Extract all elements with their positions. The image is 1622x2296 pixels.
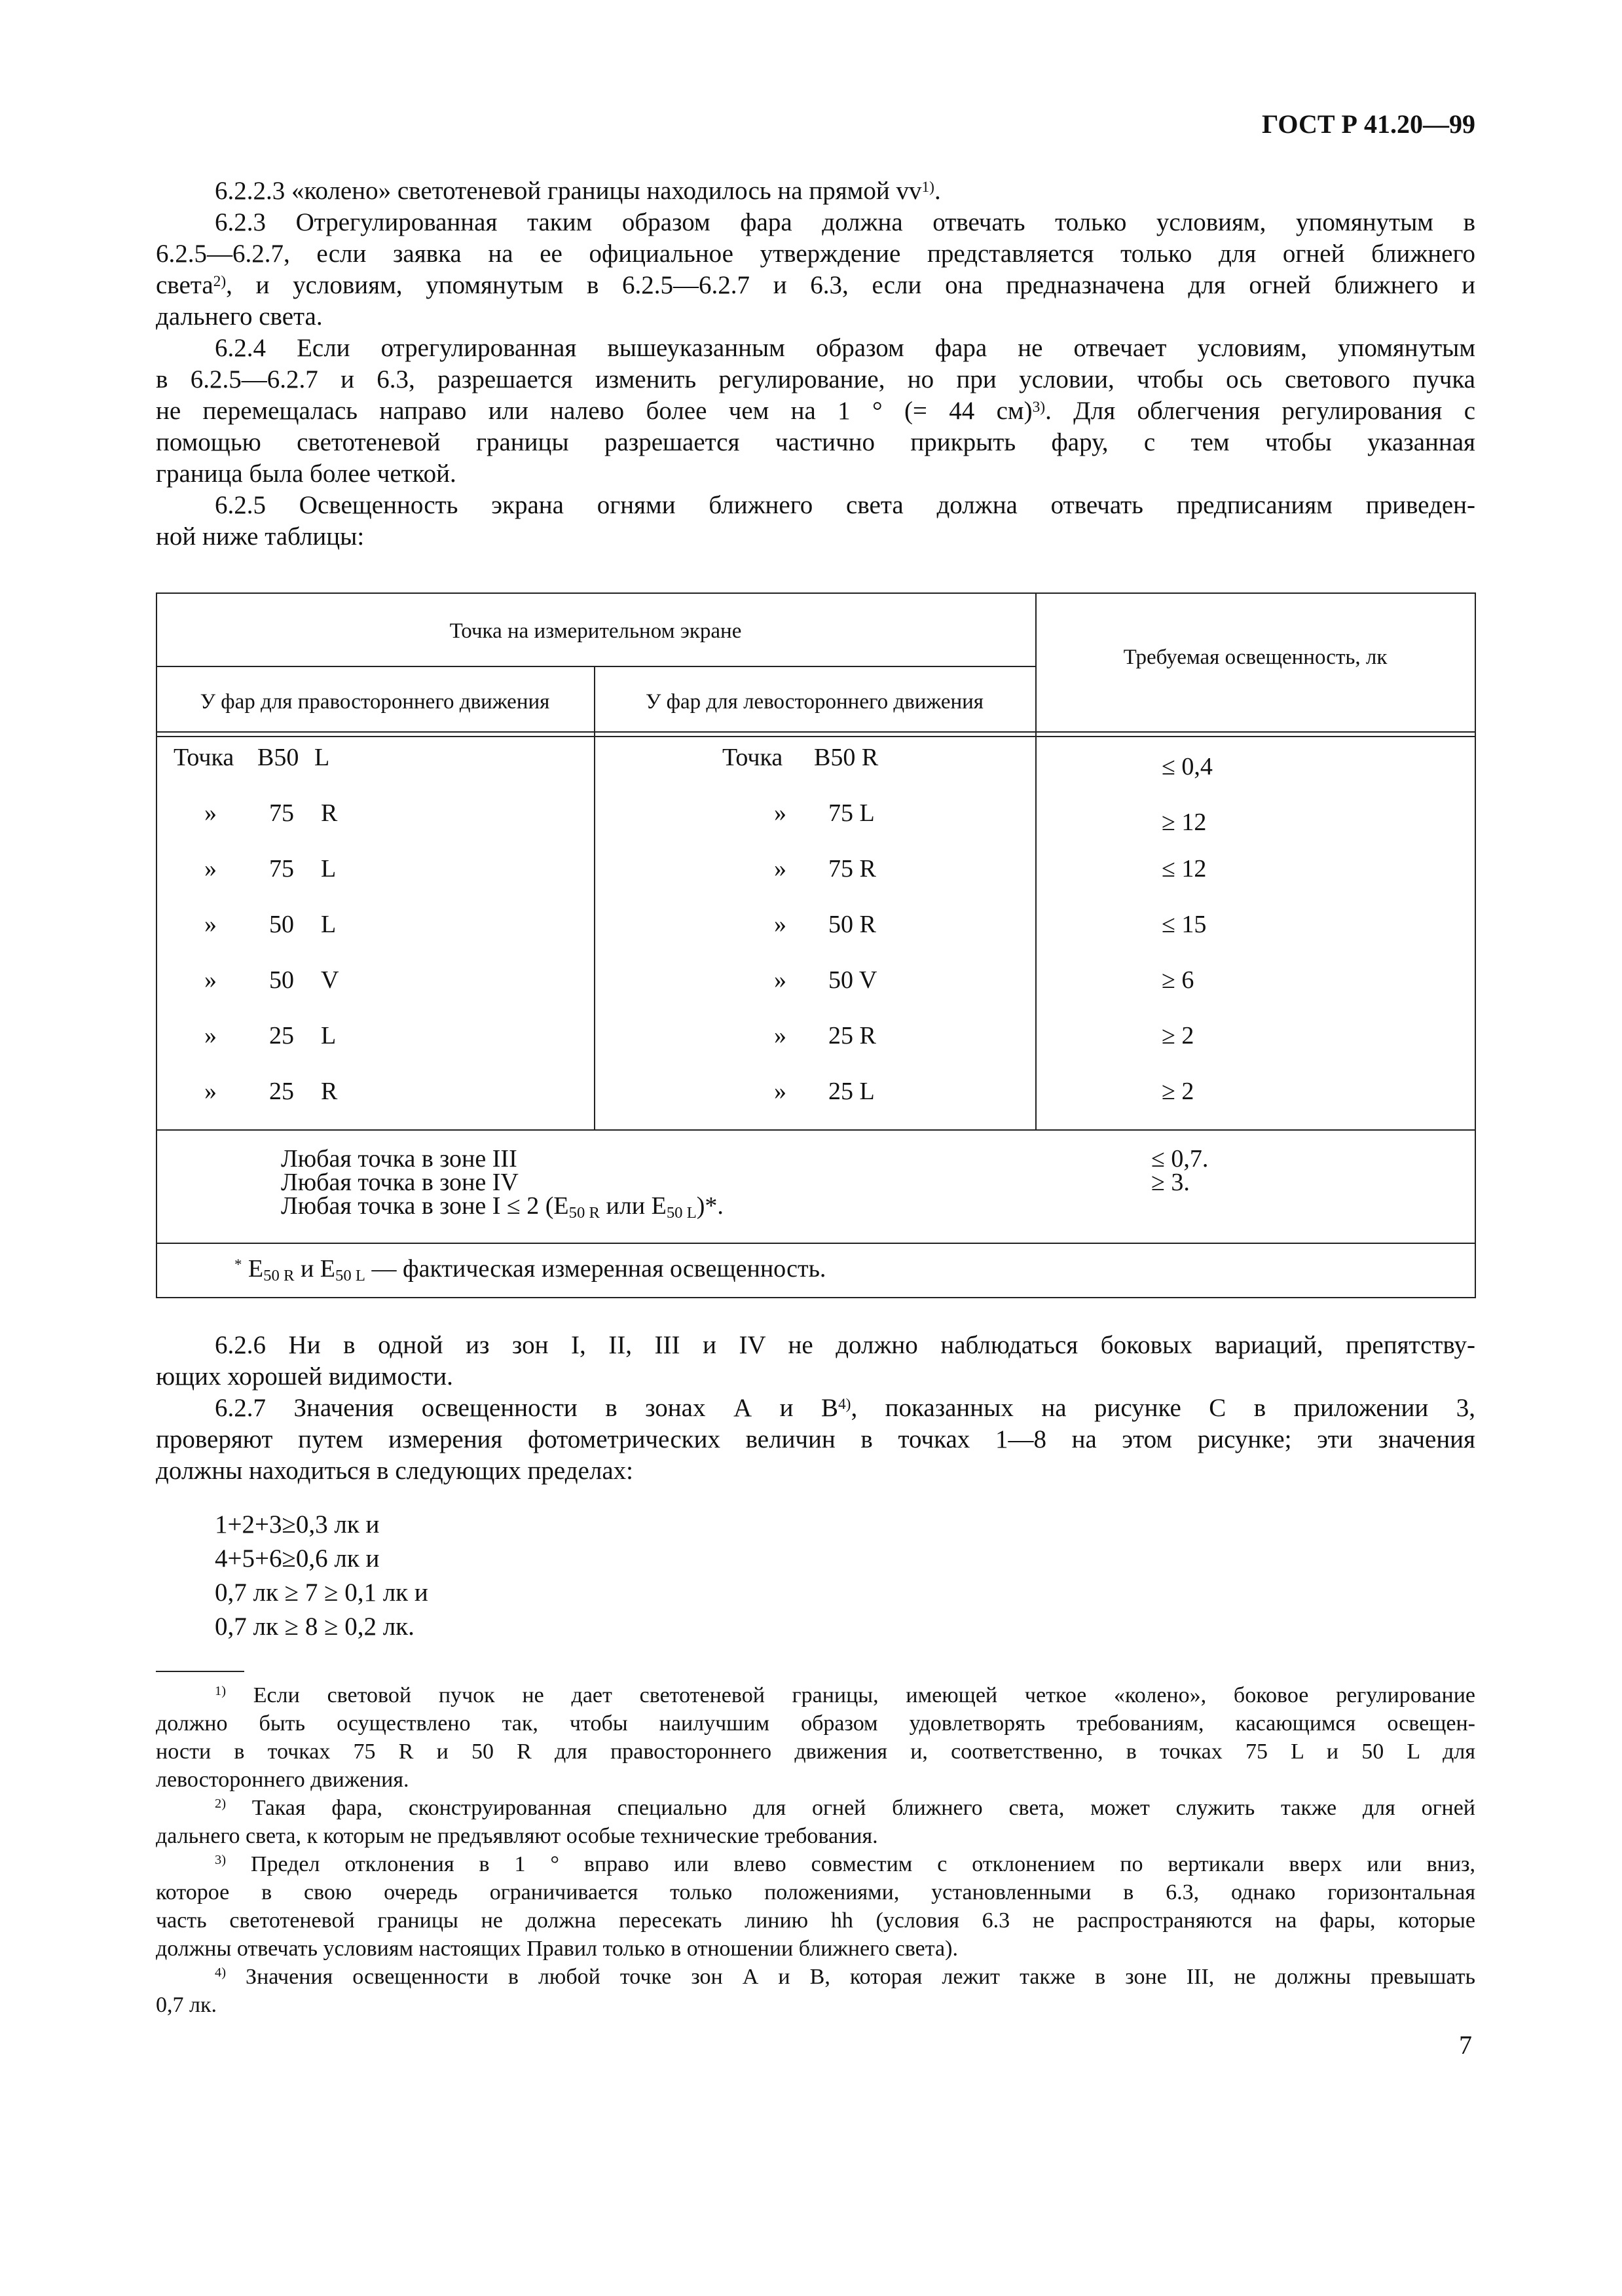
right-traffic-point: L [321, 1022, 337, 1049]
paragraph-line [156, 1330, 1475, 1361]
subscript: 50 L [666, 1204, 697, 1222]
paragraph-line [156, 490, 1475, 521]
header-left-hand-traffic: У фар для левостороннего движения [646, 690, 984, 714]
left-traffic-point: » [774, 1022, 786, 1049]
text-run: или E [599, 1192, 667, 1220]
paragraph-line [156, 1766, 1475, 1794]
left-traffic-point: 50 R [828, 911, 876, 938]
table-divider [156, 736, 1475, 737]
text-run: ной ниже таблицы: [156, 522, 365, 551]
document-designation: ГОСТ Р 41.20—99 [1261, 109, 1475, 139]
text-run: в 6.2.5—6.2.7 и 6.3, разрешается изменить регулирование, но при условии, чтобы ось светового пучка [156, 365, 1475, 393]
table-column-divider [1035, 592, 1037, 1129]
text-run: Значения освещенности в любой точке зон А и В, которая лежит также в зоне III, не должны превышать [226, 1965, 1475, 1989]
paragraph-line [156, 395, 1475, 427]
text-run: 6.2.5 Освещенность экрана огнями ближнего света должна отвечать предписаниям приведен- [215, 491, 1475, 519]
zone-label [281, 1171, 519, 1194]
right-traffic-point: » [204, 1078, 217, 1105]
text-run: Любая точка в зоне III [281, 1145, 517, 1173]
right-traffic-point: 50 [269, 911, 294, 938]
header-measuring-point: Точка на измерительном экране [449, 619, 742, 643]
right-traffic-point: 50 [269, 966, 294, 994]
right-traffic-point: 25 [269, 1078, 294, 1105]
text-run: 6.2.6 Ни в одной из зон I, II, III и IV не должно наблюдаться боковых вариаций, препятству- [215, 1331, 1475, 1359]
paragraph-line [156, 521, 1475, 553]
right-traffic-point: 25 [269, 1022, 294, 1049]
paragraph-line [156, 1393, 1475, 1424]
paragraph-line [156, 1963, 1475, 1991]
required-illuminance: ≤ 12 [1162, 855, 1207, 883]
paragraph-line [156, 1878, 1475, 1906]
left-traffic-point: » [774, 799, 786, 827]
left-traffic-point: » [774, 855, 786, 883]
text-run: помощью светотеневой границы разрешается частично прикрыть фару, с тем чтобы указанная [156, 428, 1475, 456]
right-traffic-point: L [321, 855, 337, 883]
text-run: должны находиться в следующих пределах: [156, 1457, 633, 1485]
table-border-top [156, 592, 1475, 594]
zone-label [281, 1147, 517, 1171]
left-traffic-point: 50 V [828, 966, 877, 994]
paragraph-line [156, 301, 1475, 333]
subscript: 50 R [568, 1204, 600, 1222]
subscript: 50 R [263, 1267, 295, 1285]
text-run: дальнего света, к которым не предъявляют особые технические требования. [156, 1824, 878, 1848]
table-divider [156, 731, 1475, 733]
limit-formula: 0,7 лк ≥ 8 ≥ 0,2 лк. [215, 1613, 415, 1641]
paragraph-line [156, 1794, 1475, 1822]
text-run: не перемещалась направо или налево более чем на 1 ° (= 44 см) [156, 397, 1033, 425]
limit-formula: 1+2+3≥0,3 лк и [215, 1510, 380, 1539]
zone-label [281, 1194, 724, 1221]
superscript-note: 3) [215, 1853, 226, 1867]
superscript-note: 2) [213, 273, 227, 290]
text-run: дальнего света. [156, 302, 323, 331]
text-run: , показанных на рисунке С в приложении 3, [851, 1394, 1475, 1422]
zone-value: ≤ 0,7. [1151, 1145, 1209, 1173]
paragraph-line [156, 427, 1475, 458]
paragraph-line [156, 1709, 1475, 1738]
text-run: 6.2.4 Если отрегулированная вышеуказанным образом фара не отвечает условиям, упомянутым [215, 334, 1475, 362]
left-traffic-point: » [774, 966, 786, 994]
paragraph-line [156, 1738, 1475, 1766]
text-run: часть светотеневой границы не должна пересекать линию hh (условия 6.3 не распространяются на фары, которые [156, 1908, 1475, 1933]
text-run: Предел отклонения в 1 ° вправо или влево совместим с отклонением по вертикали вверх или вниз, [226, 1852, 1475, 1876]
paragraph-line [156, 1424, 1475, 1455]
text-run: должны отвечать условиям настоящих Правил только в отношении ближнего света). [156, 1937, 958, 1961]
right-traffic-point: L [314, 744, 330, 771]
paragraph-line [156, 333, 1475, 364]
text-run: 6.2.3 Отрегулированная таким образом фара должна отвечать только условиям, упомянутым в [215, 208, 1475, 236]
required-illuminance: ≥ 2 [1162, 1022, 1194, 1049]
paragraph-line [156, 1681, 1475, 1709]
text-run: 6.2.5—6.2.7, если заявка на ее официальное утверждение представляется только для огней ближнего [156, 240, 1475, 268]
text-run: света [156, 271, 213, 299]
text-run: которое в свою очередь ограничивается только положениями, установленными в 6.3, однако горизонтальная [156, 1880, 1475, 1904]
left-traffic-point: 75 L [828, 799, 875, 827]
superscript-note: 2) [215, 1796, 226, 1811]
text-run: . [934, 177, 941, 205]
superscript-note: 4) [215, 1965, 226, 1980]
body-text-top [156, 175, 1475, 553]
table-border-bottom [156, 1297, 1475, 1298]
right-traffic-point: » [204, 1022, 217, 1049]
text-run: )*. [696, 1192, 724, 1220]
paragraph-line [156, 207, 1475, 238]
text-run: ющих хорошей видимости. [156, 1362, 453, 1391]
text-run: и E [294, 1255, 336, 1283]
table-divider [156, 1243, 1475, 1244]
body-text-bottom [156, 1330, 1475, 1487]
right-traffic-point: 75 [269, 855, 294, 883]
right-traffic-point: V [321, 966, 339, 994]
paragraph-line [156, 364, 1475, 395]
text-run: Любая точка в зоне I ≤ 2 (E [281, 1192, 569, 1220]
paragraph-line [156, 1935, 1475, 1963]
required-illuminance: ≥ 2 [1162, 1078, 1194, 1105]
left-traffic-point: Точка [722, 744, 783, 771]
right-traffic-point: R [321, 799, 338, 827]
text-run: Любая точка в зоне IV [281, 1169, 519, 1196]
paragraph-line [156, 238, 1475, 270]
text-run: проверяют путем измерения фотометрических величин в точках 1—8 на этом рисунке; эти значения [156, 1425, 1475, 1453]
paragraph-line [156, 1906, 1475, 1935]
right-traffic-point: R [321, 1078, 338, 1105]
required-illuminance: ≥ 6 [1162, 966, 1194, 994]
right-traffic-point: Точка [174, 744, 234, 771]
right-traffic-point: L [321, 911, 337, 938]
paragraph-line [156, 458, 1475, 490]
page-number: 7 [1459, 2030, 1472, 2060]
text-run: E [242, 1255, 264, 1283]
paragraph-line [156, 1850, 1475, 1878]
text-run: 0,7 лк. [156, 1993, 217, 2017]
paragraph-line [156, 1361, 1475, 1393]
left-traffic-point: » [774, 911, 786, 938]
required-illuminance: ≤ 0,4 [1162, 753, 1213, 780]
left-traffic-point: 25 R [828, 1022, 876, 1049]
superscript-note: 1) [215, 1684, 226, 1698]
table-footnote [234, 1257, 826, 1284]
left-traffic-point: 25 L [828, 1078, 875, 1105]
paragraph-line [156, 175, 1475, 207]
text-run: — фактическая измеренная освещенность. [365, 1255, 826, 1283]
left-traffic-point: » [774, 1078, 786, 1105]
zone-value: ≥ 3. [1151, 1169, 1190, 1196]
text-run: левостороннего движения. [156, 1768, 409, 1792]
limit-formula: 0,7 лк ≥ 7 ≥ 0,1 лк и [215, 1578, 428, 1607]
superscript-note: 3) [1032, 399, 1046, 416]
superscript-note: 1) [921, 179, 934, 196]
limits-list [215, 1508, 428, 1644]
text-run: Если световой пучок не дает светотеневой границы, имеющей четкое «колено», боковое регулирование [226, 1683, 1475, 1707]
header-required-illuminance: Требуемая освещенность, лк [1123, 646, 1388, 669]
text-run: . Для облегчения регулирования с [1045, 397, 1476, 425]
text-run: граница была более четкой. [156, 460, 456, 488]
limit-formula: 4+5+6≥0,6 лк и [215, 1544, 380, 1573]
table-divider [156, 1129, 1475, 1131]
right-traffic-point: » [204, 799, 217, 827]
table-column-divider [594, 666, 595, 1129]
text-run: , и условиям, упомянутым в 6.2.5—6.2.7 и 6.3, если она предназначена для огней ближнего и [226, 271, 1475, 299]
paragraph-line [156, 270, 1475, 301]
header-right-hand-traffic: У фар для правостороннего движения [200, 690, 550, 714]
required-illuminance: ≥ 12 [1162, 809, 1207, 836]
paragraph-line [156, 1455, 1475, 1487]
superscript-note: 4) [838, 1396, 851, 1413]
required-illuminance: ≤ 15 [1162, 911, 1207, 938]
paragraph-line [156, 1822, 1475, 1850]
right-traffic-point: B50 [257, 744, 299, 771]
right-traffic-point: » [204, 911, 217, 938]
paragraph-line [156, 1991, 1475, 2019]
text-run: 6.2.2.3 «колено» светотеневой границы находилось на прямой vv [215, 177, 922, 205]
footnote-separator [156, 1671, 244, 1672]
table-border-right [1475, 592, 1476, 1298]
footnotes [156, 1681, 1475, 2019]
right-traffic-point: » [204, 966, 217, 994]
left-traffic-point: B50 R [814, 744, 879, 771]
text-run: должно быть осуществлено так, чтобы наилучшим образом удовлетворять требованиям, касающимся освещен- [156, 1711, 1475, 1736]
right-traffic-point: 75 [269, 799, 294, 827]
text-run: Такая фара, сконструированная специально для огней ближнего света, может служить также для огней [226, 1796, 1475, 1820]
superscript-note: * [234, 1256, 242, 1273]
right-traffic-point: » [204, 855, 217, 883]
text-run: ности в точках 75 R и 50 R для правостороннего движения и, соответственно, в точках 75 L и 50 L для [156, 1740, 1475, 1764]
left-traffic-point: 75 R [828, 855, 876, 883]
table-divider [156, 666, 1035, 667]
text-run: 6.2.7 Значения освещенности в зонах А и В [215, 1394, 838, 1422]
subscript: 50 L [335, 1267, 365, 1285]
